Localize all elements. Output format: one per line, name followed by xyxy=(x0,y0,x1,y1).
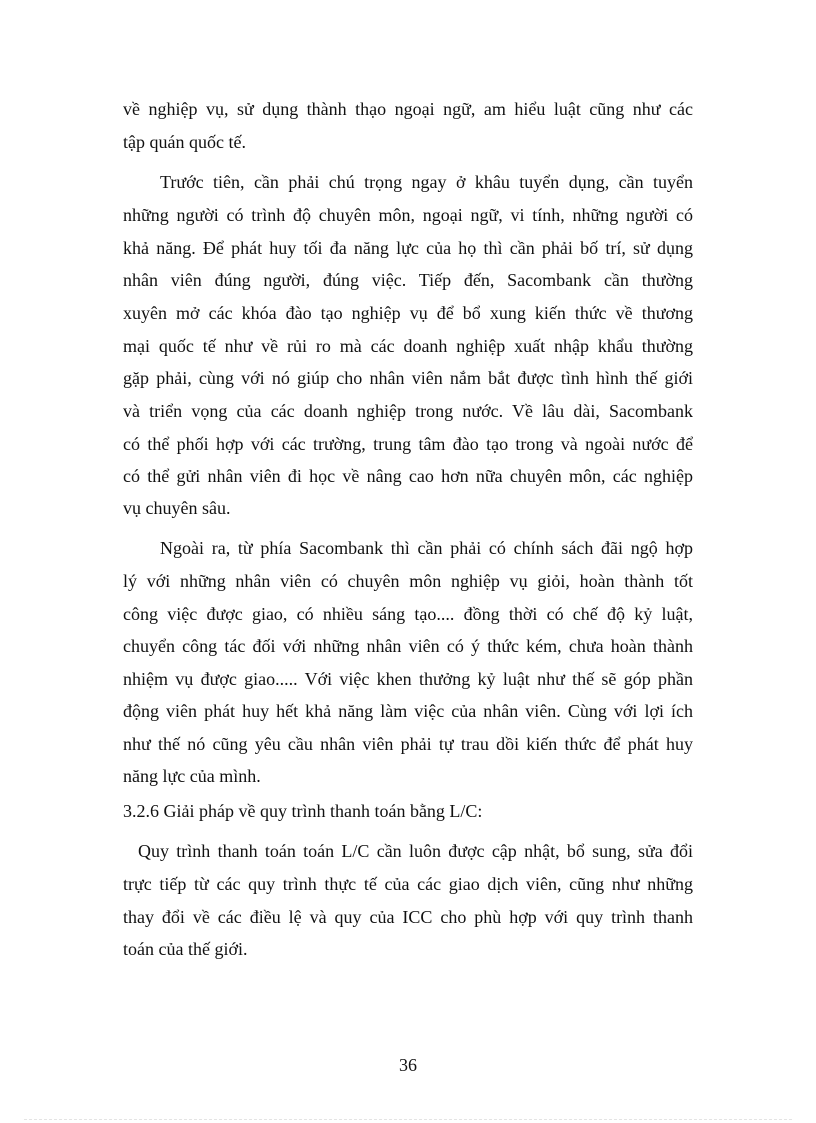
paragraph-2-line-7: gặp phải, cùng với nó giúp cho nhân viên nắm bắt được tình hình thế giới xyxy=(123,368,693,388)
paragraph-3-line-7: như thế nó cũng yêu cầu nhân viên phải tự trau dồi kiến thức để phát huy xyxy=(123,734,693,754)
section-heading: 3.2.6 Giải pháp về quy trình thanh toán bằng L/C: xyxy=(123,801,483,821)
paragraph-2-line-8: và triển vọng của các doanh nghiệp trong nước. Về lâu dài, Sacombank xyxy=(123,401,693,421)
paragraph-4-line-3: thay đổi về các điều lệ và quy của ICC cho phù hợp với quy trình thanh xyxy=(123,907,693,927)
paragraph-3-line-8: năng lực của mình. xyxy=(123,766,261,786)
paragraph-1-line-2: tập quán quốc tế. xyxy=(123,132,246,152)
page-bottom-divider xyxy=(24,1119,792,1120)
paragraph-2-line-3: khả năng. Để phát huy tối đa năng lực của họ thì cần phải bố trí, sử dụng xyxy=(123,238,693,258)
paragraph-2-line-2: những người có trình độ chuyên môn, ngoại ngữ, vi tính, những người có xyxy=(123,205,693,225)
paragraph-3-line-1: Ngoài ra, từ phía Sacombank thì cần phải có chính sách đãi ngộ hợp xyxy=(160,538,693,558)
paragraph-2-line-10: có thể gửi nhân viên đi học về nâng cao hơn nữa chuyên môn, các nghiệp xyxy=(123,466,693,486)
paragraph-2-line-9: có thể phối hợp với các trường, trung tâm đào tạo trong và ngoài nước để xyxy=(123,434,693,454)
paragraph-3-line-4: chuyển công tác đối với những nhân viên có ý thức kém, chưa hoàn thành xyxy=(123,636,693,656)
paragraph-2-line-11: vụ chuyên sâu. xyxy=(123,498,231,518)
paragraph-4-line-2: trực tiếp từ các quy trình thực tế của các giao dịch viên, cũng như những xyxy=(123,874,693,894)
paragraph-2-line-4: nhân viên đúng người, đúng việc. Tiếp đến, Sacombank cần thường xyxy=(123,270,693,290)
paragraph-2-line-5: xuyên mở các khóa đào tạo nghiệp vụ để bổ xung kiến thức về thương xyxy=(123,303,693,323)
paragraph-3-line-2: lý với những nhân viên có chuyên môn nghiệp vụ giỏi, hoàn thành tốt xyxy=(123,571,693,591)
paragraph-3-line-3: công việc được giao, có nhiều sáng tạo.... đồng thời có chế độ kỷ luật, xyxy=(123,604,693,624)
paragraph-4-line-1: Quy trình thanh toán toán L/C cần luôn được cập nhật, bổ sung, sửa đổi xyxy=(138,841,693,861)
page-number: 36 xyxy=(399,1055,417,1075)
paragraph-3-line-6: động viên phát huy hết khả năng làm việc của nhân viên. Cùng với lợi ích xyxy=(123,701,693,721)
paragraph-2-line-1: Trước tiên, cần phải chú trọng ngay ở khâu tuyển dụng, cần tuyển xyxy=(160,172,693,192)
paragraph-4-line-4: toán của thế giới. xyxy=(123,939,248,959)
paragraph-3-line-5: nhiệm vụ được giao..... Với việc khen thưởng kỷ luật như thế sẽ góp phần xyxy=(123,669,693,689)
paragraph-1-line-1: về nghiệp vụ, sử dụng thành thạo ngoại ngữ, am hiểu luật cũng như các xyxy=(123,99,693,119)
paragraph-2-line-6: mại quốc tế như về rủi ro mà các doanh nghiệp xuất nhập khẩu thường xyxy=(123,336,693,356)
